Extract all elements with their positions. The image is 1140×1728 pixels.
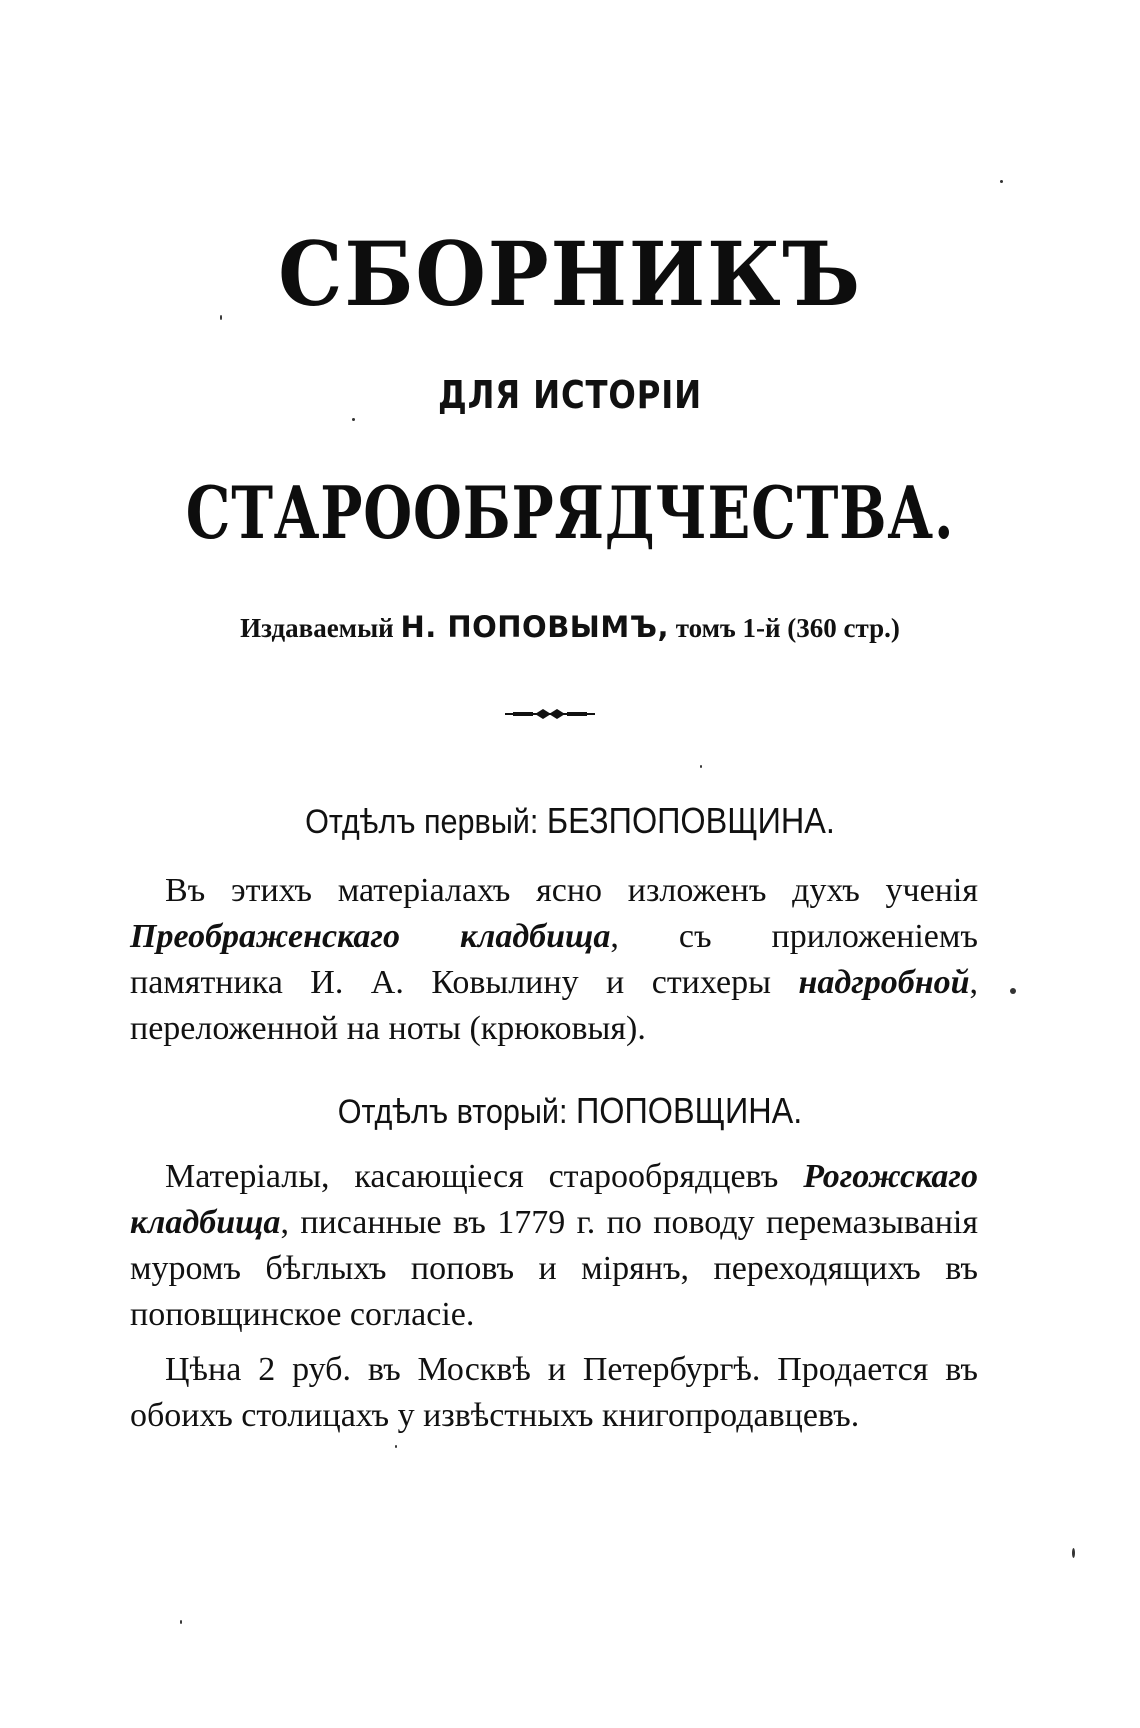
title-subtitle: ДЛЯ ИСТОРІИ	[437, 373, 703, 417]
section-1-title: БЕЗПОПОВЩИНА.	[546, 800, 835, 841]
section-1-heading	[57, 800, 1083, 842]
ink-speck	[1000, 180, 1003, 183]
publisher-prefix: Издаваемый	[240, 613, 394, 643]
section-2-title: ПОПОВЩИНА.	[576, 1090, 803, 1131]
section-1-paragraph	[130, 868, 978, 1052]
ink-speck	[1010, 988, 1016, 994]
ornament-divider-icon	[505, 707, 595, 721]
publisher-volume: томъ 1-й (360 стр.)	[675, 613, 900, 643]
price-paragraph: Цѣна 2 руб. въ Москвѣ и Петербургѣ. Продается въ обоихъ столицахъ у извѣстныхъ книгопродавцевъ.	[130, 1351, 978, 1434]
publisher-name: Н. ПОПОВЫМЪ,	[400, 610, 669, 644]
section-2-text-before: Матеріалы, касающіеся старообрядцевъ	[165, 1158, 804, 1195]
ink-speck	[352, 418, 355, 421]
section-1-italic-1: Преображенскаго кладбища	[130, 918, 611, 955]
ink-speck	[395, 1445, 397, 1448]
section-1-label: Отдѣлъ первый:	[305, 803, 539, 841]
ink-speck	[700, 765, 702, 768]
title-large: СТАРООБРЯДЧЕСТВА.	[185, 470, 955, 555]
ink-speck	[1072, 1548, 1075, 1558]
section-1-italic-2: надгробной	[798, 964, 970, 1001]
section-2-paragraph	[130, 1154, 978, 1338]
section-1-text-before: Въ этихъ матеріалахъ ясно изложенъ духъ ученія	[165, 872, 978, 909]
section-1-text-middle: , съ приложеніемъ памятника И. А. Ковылину и стихеры	[130, 918, 978, 1001]
section-2-text-after: , писанные въ 1779 г. по поводу перемазыванія муромъ бѣглыхъ поповъ и мірянъ, переходящихъ въ поповщинское согласіе.	[130, 1204, 978, 1333]
section-1-text-after: , переложенной на ноты (крюковыя).	[130, 964, 978, 1047]
ink-speck	[180, 1620, 182, 1624]
ink-speck	[220, 315, 222, 320]
title-main: СБОРНИКЪ	[278, 222, 862, 326]
section-2-label: Отдѣлъ вторый:	[337, 1093, 568, 1131]
section-2-heading	[57, 1090, 1083, 1132]
publisher-line	[0, 610, 1140, 644]
section-2-italic-1: Рогожскаго кладбища	[130, 1158, 978, 1241]
